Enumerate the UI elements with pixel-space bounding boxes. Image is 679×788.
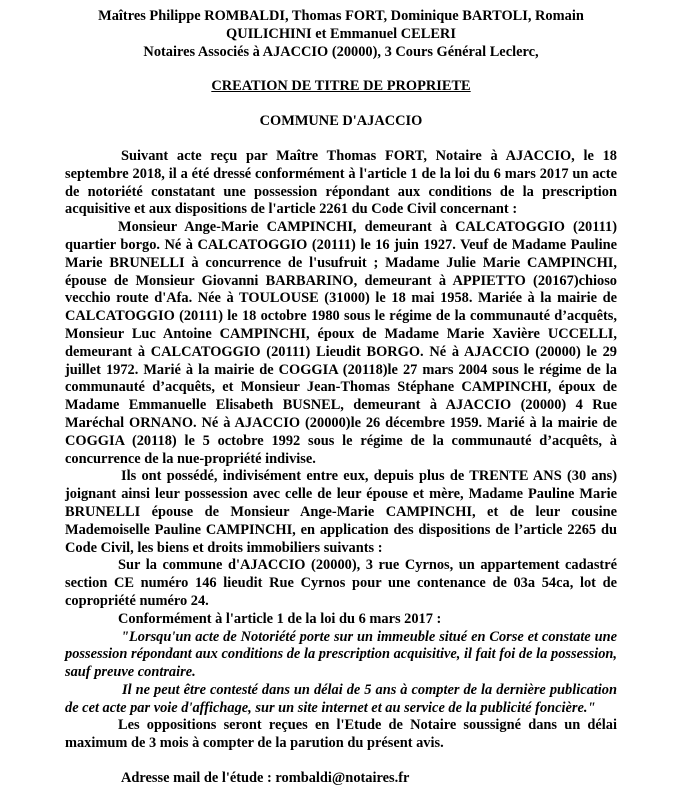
commune-heading: COMMUNE D'AJACCIO: [259, 113, 423, 130]
header-line-2: QUILICHINI et Emmanuel CELERI: [226, 25, 456, 42]
legal-quote-1: "Lorsqu'un acte de Notoriété porte sur un immeuble situé en Corse et constate une possession répondant aux conditions de la prescription acquisitive, il fait foi de la possession, sauf preuve contraire.: [65, 628, 617, 681]
legal-quote-2: Il ne peut être contesté dans un délai de 5 ans à compter de la dernière publication de cet acte par voie d'affichage, sur un site internet et au service de la publicité foncière.": [65, 681, 617, 716]
party-ange-marie: Monsieur Ange-Marie CAMPINCHI, demeurant à CALCATOGGIO (20111) quartier borgo. Né à CALCATOGGIO (20111) le 16 juin 1927. Veuf de Madame Pauline Marie BRUNELLI à concurrence de l'usufruit ;: [65, 219, 617, 271]
study-email: Adresse mail de l'étude : rombaldi@notaires.fr: [121, 770, 410, 787]
header-line-1: Maîtres Philippe ROMBALDI, Thomas FORT, Dominique BARTOLI, Romain: [98, 8, 584, 24]
header-line-3: Notaires Associés à AJACCIO (20000), 3 Cours Général Leclerc,: [143, 43, 539, 60]
party-luc-antoine: Monsieur Luc Antoine CAMPINCHI, époux de Madame Marie Xavière UCCELLI, demeurant à CALCATOGGIO (20111) Lieudit BORGO. Né à AJACCIO (20000) le 29 juillet 1972. Marié à la mairie de COGGIA (20118)le 27 mars 2004 sous le régime de la communauté d’acquêts,: [65, 325, 617, 396]
possession-paragraph: Ils ont possédé, indivisément entre eux, depuis plus de TRENTE ANS (30 ans) joignant ainsi leur possession avec celle de leur épouse et mère, Madame Pauline Marie BRUNELLI épouse de Monsieur Ange-Marie CAMPINCHI, et de leur cousine Mademoiselle Pauline CAMPINCHI, en application des dispositions de l’article 2265 du Code Civil, les biens et droits immobiliers suivants :: [65, 468, 617, 556]
notice-title: CREATION DE TITRE DE PROPRIETE: [211, 78, 471, 95]
notary-header: [65, 8, 617, 61]
party-jean-thomas: et Monsieur Jean-Thomas Stéphane CAMPINCHI, époux de Madame Emmanuelle Elisabeth BUSNEL, demeurant à AJACCIO (20000) 4 Rue Maréchal ORNANO. Né à AJACCIO (20000)le 26 décembre 1959. Marié à la mairie de COGGIA (20118) le 5 octobre 1992 sous le régime de la communauté d’acquêts, à concurrence de la nue-propriété indivise.: [65, 379, 617, 467]
oppositions-paragraph: Les oppositions seront reçues en l'Etude de Notaire soussigné dans un délai maximum de 3 mois à compter de la parution du présent avis.: [65, 717, 617, 752]
notice-page: [65, 8, 617, 788]
property-paragraph: Sur la commune d'AJACCIO (20000), 3 rue Cyrnos, un appartement cadastré section CE numéro 146 lieudit Rue Cyrnos pour une contenance de 03a 54ca, lot de copropriété numéro 24.: [65, 557, 617, 609]
conformity-line: Conformément à l'article 1 de la loi du 6 mars 2017 :: [118, 610, 442, 627]
parties-paragraph: [65, 219, 617, 468]
party-julie-marie: Madame Julie Marie CAMPINCHI, épouse de Monsieur Giovanni BARBARINO, demeurant à APPIETTO (20167)chioso vecchio route d'Afa. Née à TOULOUSE (31000) le 18 mai 1958. Mariée à la mairie de CALCATOGGIO (20111) le 18 octobre 1980 sous le régime de la communauté d’acquêts,: [65, 254, 617, 325]
intro-paragraph: Suivant acte reçu par Maître Thomas FORT, Notaire à AJACCIO, le 18 septembre 2018, il a été dressé conformément à l'article 1 de la loi du 6 mars 2017 un acte de notoriété constatant une possession répondant aux conditions de la prescription acquisitive et aux dispositions de l'article 2261 du Code Civil concernant :: [65, 147, 617, 218]
